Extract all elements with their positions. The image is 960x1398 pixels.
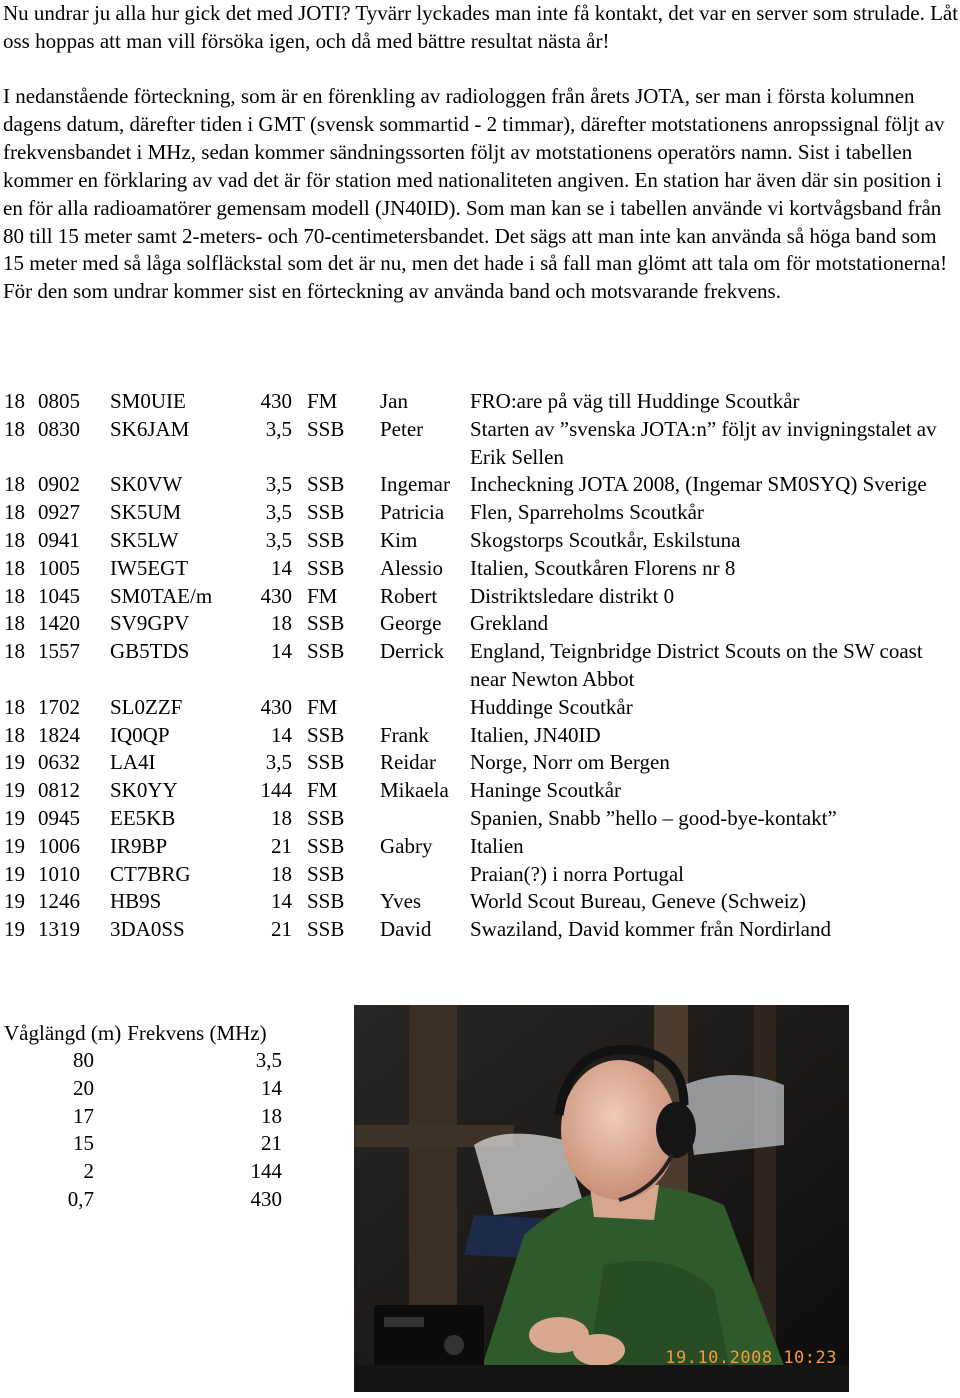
log-time: 1246 — [38, 889, 80, 914]
log-band: 14 — [271, 889, 292, 914]
log-mode: SSB — [307, 889, 345, 914]
band-wavelength: 0,7 — [67, 1186, 94, 1211]
log-mode: SSB — [307, 500, 345, 525]
radio-equipment — [374, 1305, 484, 1375]
log-time: 1045 — [38, 583, 80, 608]
photo-illustration — [354, 1005, 849, 1392]
log-day: 19 — [4, 750, 25, 775]
log-note: Swaziland, David kommer från Nordirland — [470, 917, 831, 942]
log-band: 3,5 — [265, 416, 292, 441]
log-time: 0805 — [38, 389, 80, 413]
log-band: 144 — [260, 778, 292, 803]
log-day: 19 — [4, 805, 25, 830]
log-time: 0902 — [38, 472, 80, 497]
log-call: SK0YY — [110, 778, 178, 803]
log-mode: SSB — [307, 639, 345, 664]
log-day: 18 — [4, 472, 25, 497]
band-frequency: 18 — [261, 1103, 282, 1128]
band-wavelength: 15 — [73, 1131, 94, 1156]
log-call: EE5KB — [110, 805, 176, 830]
log-op: Alessio — [380, 555, 443, 580]
log-day: 18 — [4, 722, 25, 747]
log-op: Mikaela — [380, 778, 449, 803]
log-day: 19 — [4, 917, 25, 942]
log-row — [4, 777, 960, 805]
log-call: 3DA0SS — [110, 917, 185, 942]
log-op: David — [380, 917, 432, 942]
log-band: 14 — [271, 639, 292, 664]
log-day: 19 — [4, 861, 25, 886]
log-band: 3,5 — [265, 750, 292, 775]
log-day: 18 — [4, 527, 25, 552]
log-row — [4, 527, 960, 555]
log-op: Ingemar — [380, 472, 450, 497]
log-row — [4, 861, 960, 889]
log-row — [4, 888, 960, 916]
frequency-header: Frekvens (MHz) — [127, 1021, 267, 1045]
log-day: 18 — [4, 389, 25, 413]
log-band: 14 — [271, 722, 292, 747]
log-op: Reidar — [380, 750, 436, 775]
log-mode: SSB — [307, 722, 345, 747]
log-mode: SSB — [307, 805, 345, 830]
band-rows — [4, 1047, 294, 1214]
log-call: LA4I — [110, 750, 156, 775]
log-op: Peter — [380, 416, 424, 441]
log-time: 1319 — [38, 917, 80, 942]
log-mode: SSB — [307, 555, 345, 580]
log-mode: SSB — [307, 472, 345, 497]
log-op: Derrick — [380, 639, 445, 664]
log-op: Patricia — [380, 500, 445, 525]
log-note: World Scout Bureau, Geneve (Schweiz) — [470, 889, 806, 914]
log-note: FRO:are på väg till Huddinge Scoutkår — [470, 389, 800, 413]
band-frequency: 21 — [261, 1131, 282, 1156]
log-time: 0812 — [38, 778, 80, 803]
log-call: HB9S — [110, 889, 162, 914]
log-band: 18 — [271, 805, 292, 830]
log-call: SM0TAE/m — [110, 583, 213, 608]
log-mode: SSB — [307, 416, 345, 441]
log-op: Frank — [380, 722, 429, 747]
log-row — [4, 749, 960, 777]
log-call: GB5TDS — [110, 639, 190, 664]
band-wavelength: 2 — [83, 1159, 94, 1184]
log-op: Gabry — [380, 833, 433, 858]
log-op: Yves — [380, 889, 422, 914]
log-note: England, Teignbridge District Scouts on the SW coast near Newton Abbot — [470, 639, 923, 691]
log-note: Norge, Norr om Bergen — [470, 750, 670, 775]
log-op: George — [380, 611, 442, 636]
log-time: 0945 — [38, 805, 80, 830]
log-note: Praian(?) i norra Portugal — [470, 861, 685, 886]
log-row — [4, 471, 960, 499]
log-time: 0941 — [38, 527, 80, 552]
log-row — [4, 722, 960, 750]
description-paragraph: I nedanstående förteckning, som är en förenkling av radiologgen från årets JOTA, ser man i första kolumnen dagens datum, därefter tiden i GMT (svensk sommartid - 2 timmar), därefter motstationens anropssignal följt av frekvensbandet i MHz, sedan kommer sändningssorten följt av motstationens operatörs namn. Sist i tabellen kommer en förklaring av vad det är för station med nationaliteten angiven. En station har även där sin position i en för alla radioamatörer gemensam modell (JN40ID). Som man kan se i tabellen använde vi kortvågsband från 80 till 15 meter samt 2-meters- och 70-centimetersbandet. Det sägs att man inte kan använda så höga band som 15 meter med så låga solfläckstal som det är nu, men det hade i så fall man glömt att tala om för motstationerna! För den som undrar kommer sist en förteckning av använda band och motsvarande frekvens. — [3, 84, 948, 304]
log-row — [4, 555, 960, 583]
log-mode: FM — [307, 694, 338, 719]
log-row — [4, 583, 960, 611]
log-call: IR9BP — [110, 833, 168, 858]
log-row — [4, 694, 960, 722]
log-time: 1005 — [38, 555, 80, 580]
log-time: 0632 — [38, 750, 80, 775]
log-band: 18 — [271, 861, 292, 886]
log-time: 1010 — [38, 861, 80, 886]
log-call: IW5EGT — [110, 555, 189, 580]
log-day: 18 — [4, 500, 25, 525]
log-row — [4, 499, 960, 527]
log-row — [4, 638, 960, 694]
log-call: SK5UM — [110, 500, 182, 525]
log-mode: FM — [307, 583, 338, 608]
log-note: Italien, JN40ID — [470, 722, 601, 747]
band-row — [4, 1130, 294, 1158]
log-mode: SSB — [307, 833, 345, 858]
log-note: Distriktsledare distrikt 0 — [470, 583, 675, 608]
band-row — [4, 1075, 294, 1103]
band-row — [4, 1103, 294, 1131]
log-day: 19 — [4, 889, 25, 914]
band-row — [4, 1158, 294, 1186]
band-frequency: 430 — [250, 1186, 282, 1211]
log-mode: SSB — [307, 611, 345, 636]
log-band: 3,5 — [265, 527, 292, 552]
log-time: 0927 — [38, 500, 80, 525]
band-wavelength: 20 — [73, 1075, 94, 1100]
log-row — [4, 610, 960, 638]
log-op: Kim — [380, 527, 418, 552]
log-call: SK5LW — [110, 527, 179, 552]
band-frequency: 14 — [261, 1075, 282, 1100]
log-note: Starten av ”svenska JOTA:n” följt av invigningstalet av Erik Sellen — [470, 416, 937, 469]
band-frequency: 3,5 — [255, 1048, 282, 1072]
log-row — [4, 388, 960, 416]
log-row — [4, 805, 960, 833]
log-mode: FM — [307, 389, 338, 413]
radio-log-table — [4, 388, 960, 944]
band-table-header — [4, 1019, 294, 1047]
log-band: 14 — [271, 555, 292, 580]
log-call: SV9GPV — [110, 611, 190, 636]
photo-timestamp: 19.10.2008 10:23 — [665, 1348, 837, 1368]
log-op: Robert — [380, 583, 438, 608]
log-note: Huddinge Scoutkår — [470, 694, 633, 719]
log-op: Jan — [380, 389, 408, 413]
log-note: Grekland — [470, 611, 549, 636]
log-band: 3,5 — [265, 472, 292, 497]
log-mode: SSB — [307, 750, 345, 775]
log-row — [4, 833, 960, 861]
log-note: Haninge Scoutkår — [470, 778, 622, 803]
band-row — [4, 1186, 294, 1214]
log-mode: SSB — [307, 861, 345, 886]
band-frequency-table — [4, 1019, 294, 1214]
log-time: 1824 — [38, 722, 80, 747]
log-day: 18 — [4, 611, 25, 636]
log-note: Skogstorps Scoutkår, Eskilstuna — [470, 527, 741, 552]
log-mode: SSB — [307, 917, 345, 942]
log-day: 18 — [4, 416, 25, 441]
log-day: 18 — [4, 639, 25, 664]
log-row — [4, 916, 960, 944]
log-time: 1420 — [38, 611, 80, 636]
band-wavelength: 17 — [73, 1103, 94, 1128]
log-day: 18 — [4, 694, 25, 719]
log-row — [4, 416, 960, 472]
log-day: 19 — [4, 833, 25, 858]
log-time: 1702 — [38, 694, 80, 719]
log-band: 430 — [260, 583, 292, 608]
log-time: 0830 — [38, 416, 80, 441]
band-frequency: 144 — [250, 1159, 282, 1184]
band-row — [4, 1047, 294, 1075]
log-band: 430 — [260, 694, 292, 719]
log-note: Spanien, Snabb ”hello – good-bye-kontakt” — [470, 805, 837, 830]
log-day: 18 — [4, 583, 25, 608]
log-call: IQ0QP — [110, 722, 170, 747]
log-time: 1557 — [38, 639, 80, 664]
log-band: 430 — [260, 389, 292, 413]
log-band: 21 — [271, 833, 292, 858]
log-note: Flen, Sparreholms Scoutkår — [470, 500, 704, 525]
log-mode: SSB — [307, 527, 345, 552]
log-band: 3,5 — [265, 500, 292, 525]
log-day: 19 — [4, 778, 25, 803]
wavelength-header: Våglängd (m) — [4, 1021, 122, 1045]
log-band: 18 — [271, 611, 292, 636]
log-call: SK6JAM — [110, 416, 190, 441]
operator-photo — [354, 1005, 849, 1392]
log-day: 18 — [4, 555, 25, 580]
log-call: CT7BRG — [110, 861, 191, 886]
band-wavelength: 80 — [73, 1048, 94, 1072]
log-band: 21 — [271, 917, 292, 942]
log-note: Italien — [470, 833, 524, 858]
log-call: SK0VW — [110, 472, 183, 497]
log-mode: FM — [307, 778, 338, 803]
log-time: 1006 — [38, 833, 80, 858]
intro-paragraph: Nu undrar ju alla hur gick det med JOTI? Tyvärr lyckades man inte få kontakt, det var en server som strulade. Låt oss hoppas att man vill försöka igen, och då med bättre resultat nästa år! — [3, 1, 959, 53]
log-note: Incheckning JOTA 2008, (Ingemar SM0SYQ) Sverige — [470, 472, 927, 497]
log-call: SM0UIE — [110, 389, 186, 413]
log-call: SL0ZZF — [110, 694, 183, 719]
log-note: Italien, Scoutkåren Florens nr 8 — [470, 555, 736, 580]
